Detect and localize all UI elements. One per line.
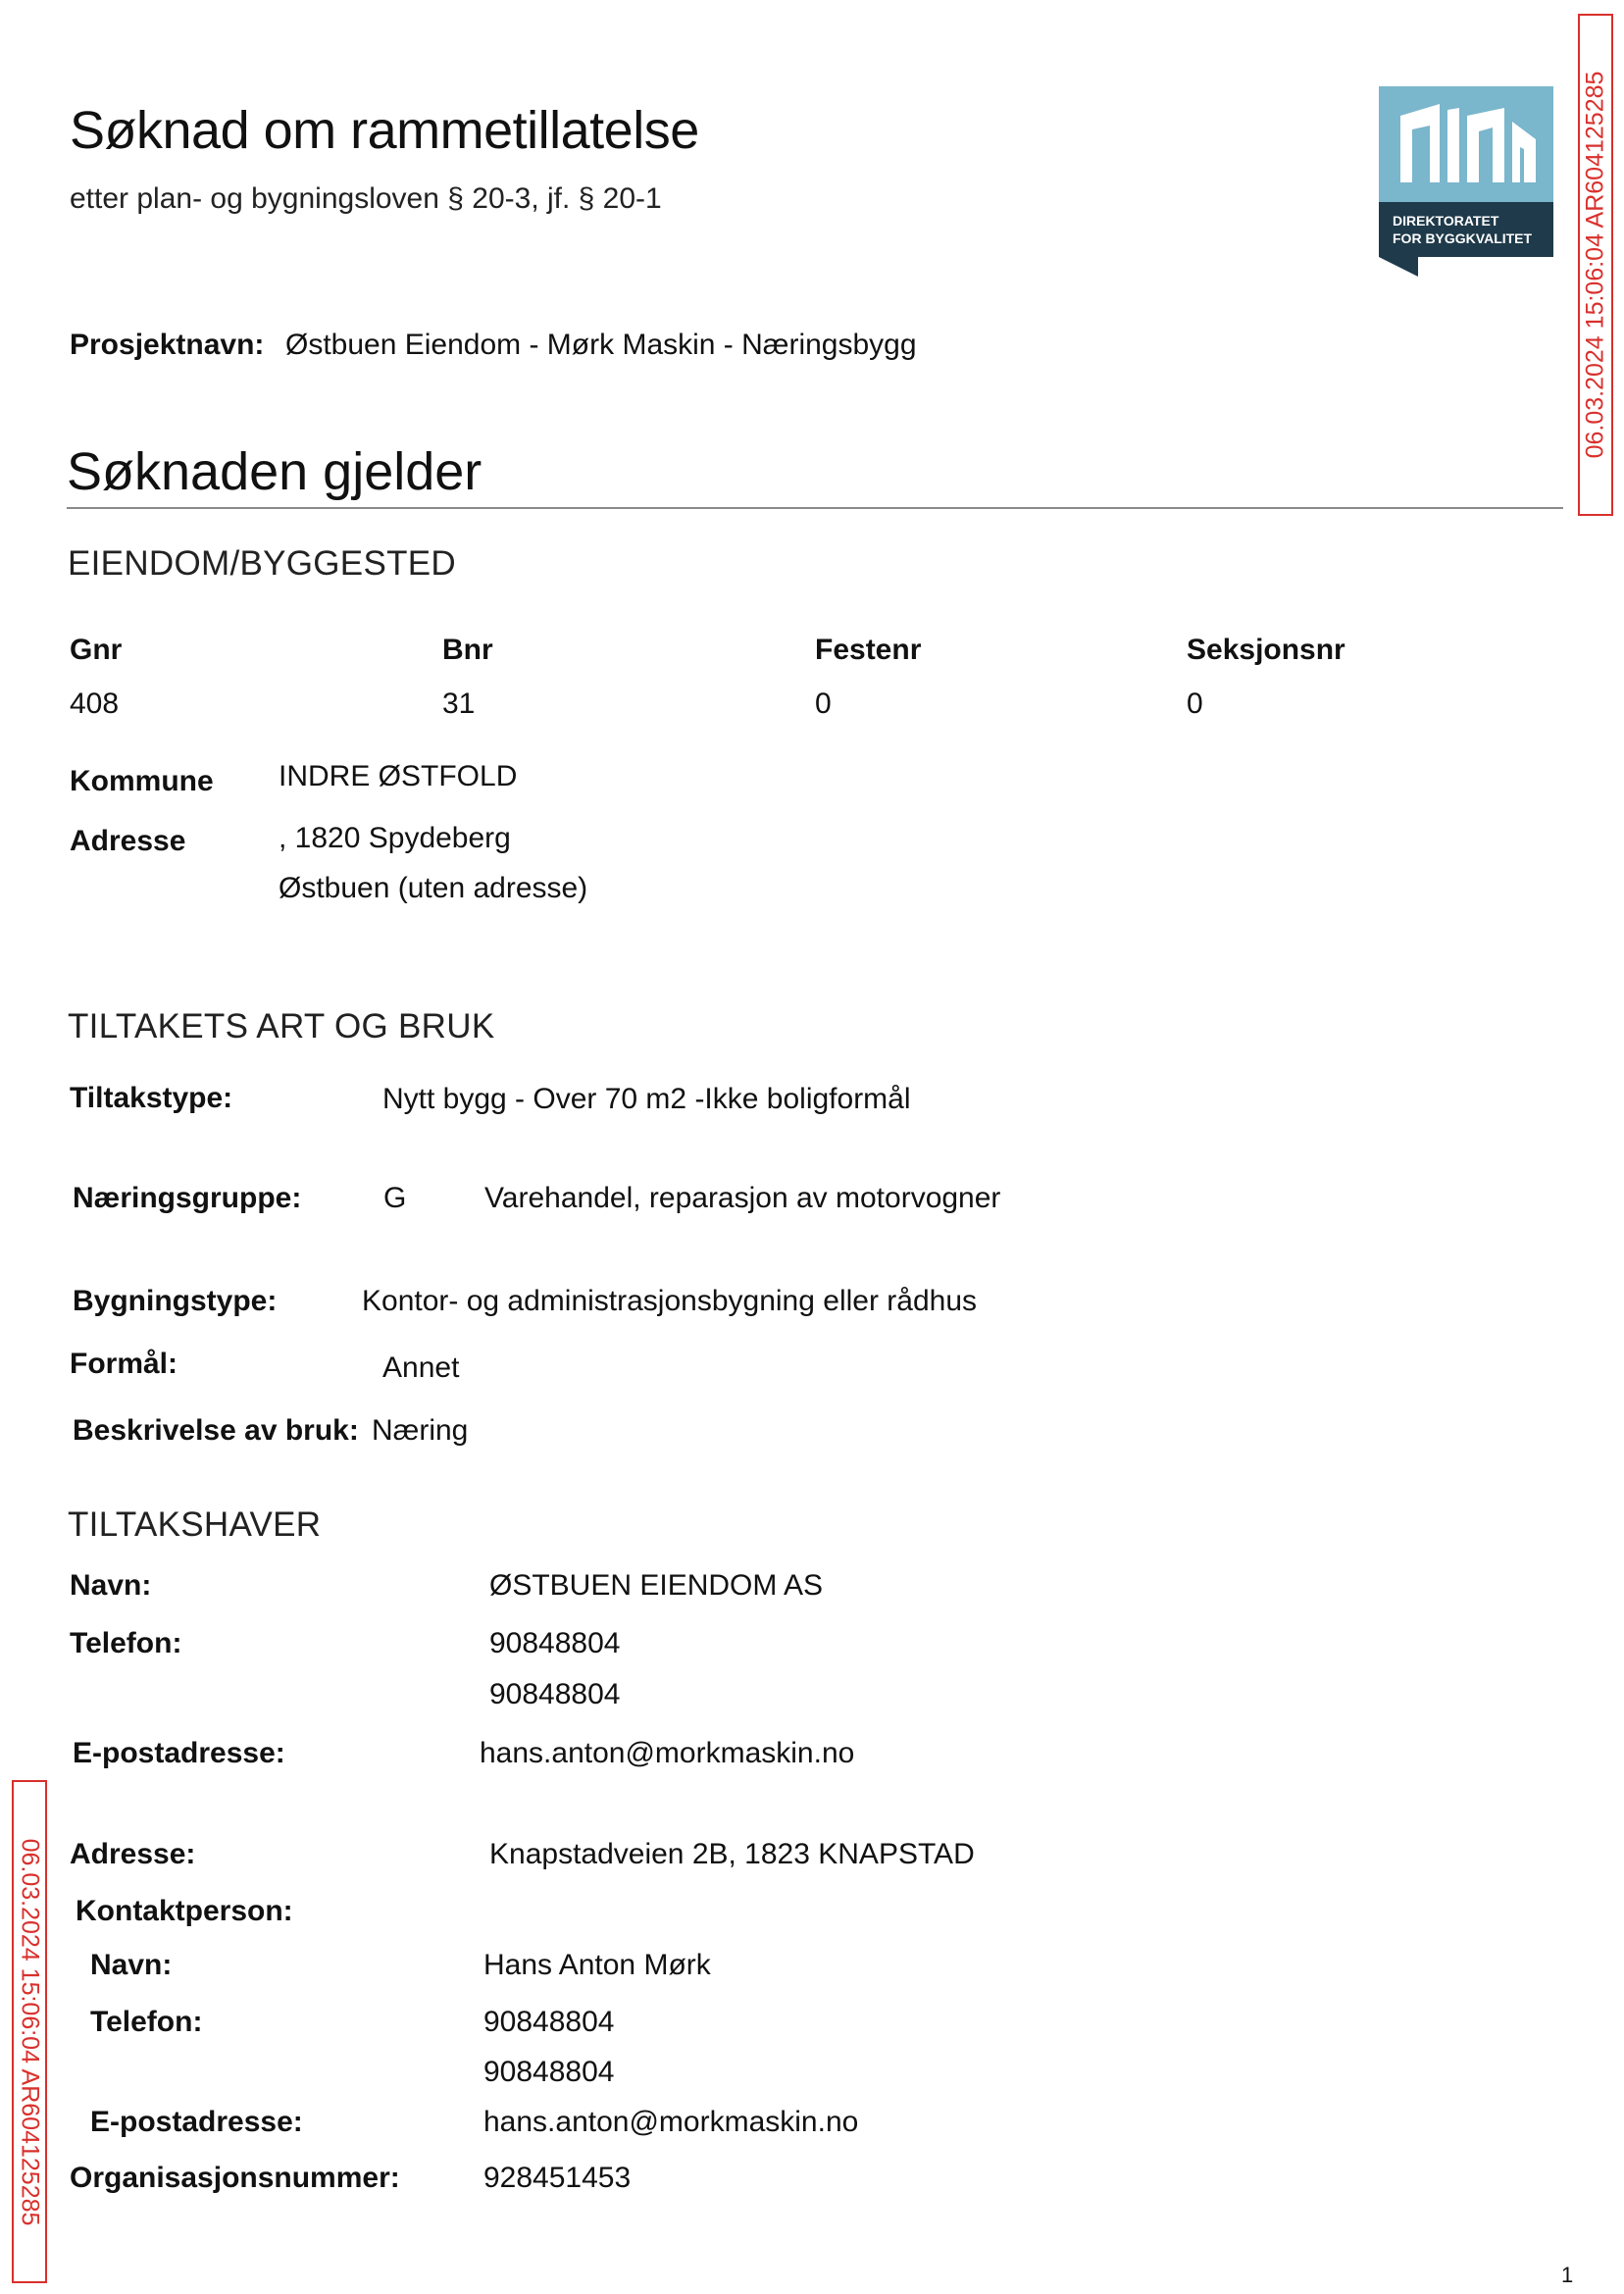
seksjonsnr-value: 0	[1187, 688, 1203, 720]
project-name: Østbuen Eiendom - Mørk Maskin - Næringsbygg	[285, 329, 917, 361]
orgnr-label: Organisasjonsnummer:	[70, 2162, 400, 2194]
section-title: Søknaden gjelder	[67, 442, 482, 501]
adresse-line1: , 1820 Spydeberg	[279, 822, 511, 854]
telefon-value-2: 90848804	[489, 1678, 621, 1710]
adresse-line2: Østbuen (uten adresse)	[279, 872, 588, 904]
tiltakshaver-adresse-value: Knapstadveien 2B, 1823 KNAPSTAD	[489, 1838, 975, 1870]
telefon-label: Telefon:	[70, 1627, 182, 1659]
bygningstype-value: Kontor- og administrasjonsbygning eller rådhus	[362, 1285, 978, 1317]
kp-telefon-label: Telefon:	[90, 2006, 203, 2038]
bnr-label: Bnr	[442, 634, 493, 666]
telefon-value-1: 90848804	[489, 1627, 621, 1659]
kp-navn-label: Navn:	[90, 1949, 173, 1981]
dibk-logo-icon	[1379, 86, 1553, 277]
project-label: Prosjektnavn:	[70, 329, 265, 361]
bygningstype-label: Bygningstype:	[73, 1285, 278, 1317]
archive-stamp-bottom: 06.03.2024 15:06:04 AR604125285	[12, 1780, 47, 2283]
epost-label: E-postadresse:	[73, 1737, 285, 1769]
formal-label: Formål:	[70, 1348, 178, 1380]
kp-epost-label: E-postadresse:	[90, 2106, 303, 2138]
dibk-logo	[1379, 86, 1553, 277]
seksjonsnr-label: Seksjonsnr	[1187, 634, 1345, 666]
navn-label: Navn:	[70, 1569, 152, 1602]
festenr-label: Festenr	[815, 634, 922, 666]
kommune-label: Kommune	[70, 765, 214, 797]
logo-text-line2: FOR BYGGKVALITET	[1393, 230, 1533, 246]
beskrivelse-label: Beskrivelse av bruk:	[73, 1414, 359, 1447]
kommune-value: INDRE ØSTFOLD	[279, 760, 518, 792]
section-divider	[67, 507, 1563, 509]
kp-telefon-value-2: 90848804	[483, 2056, 615, 2088]
tiltakshaver-adresse-label: Adresse:	[70, 1838, 196, 1870]
orgnr-value: 928451453	[483, 2162, 632, 2194]
formal-value: Annet	[382, 1351, 460, 1384]
navn-value: ØSTBUEN EIENDOM AS	[489, 1569, 824, 1602]
document-subtitle: etter plan- og bygningsloven § 20-3, jf. § 20-1	[70, 182, 662, 215]
kp-epost-value: hans.anton@morkmaskin.no	[483, 2106, 859, 2138]
adresse-label: Adresse	[70, 825, 186, 857]
kontaktperson-label: Kontaktperson:	[76, 1895, 293, 1927]
tiltakstype-label: Tiltakstype:	[70, 1082, 233, 1114]
festenr-value: 0	[815, 688, 832, 720]
document-title: Søknad om rammetillatelse	[70, 101, 699, 160]
tiltak-heading: TILTAKETS ART OG BRUK	[68, 1007, 495, 1045]
logo-text-line1: DIREKTORATET	[1393, 213, 1499, 229]
kp-navn-value: Hans Anton Mørk	[483, 1949, 711, 1981]
kp-telefon-value-1: 90848804	[483, 2006, 615, 2038]
tiltakshaver-heading: TILTAKSHAVER	[68, 1505, 322, 1544]
property-heading: EIENDOM/BYGGESTED	[68, 544, 456, 583]
bnr-value: 31	[442, 688, 476, 720]
gnr-value: 408	[70, 688, 120, 720]
gnr-label: Gnr	[70, 634, 123, 666]
archive-stamp-top: 06.03.2024 15:06:04 AR604125285	[1578, 14, 1613, 516]
naeringsgruppe-label: Næringsgruppe:	[73, 1182, 302, 1214]
beskrivelse-value: Næring	[372, 1414, 469, 1447]
naeringsgruppe-value: Varehandel, reparasjon av motorvogner	[484, 1182, 1001, 1214]
epost-value: hans.anton@morkmaskin.no	[480, 1737, 855, 1769]
page-number: 1	[1561, 2263, 1574, 2287]
naeringsgruppe-code: G	[383, 1182, 407, 1214]
tiltakstype-value: Nytt bygg - Over 70 m2 -Ikke boligformål	[382, 1083, 911, 1115]
